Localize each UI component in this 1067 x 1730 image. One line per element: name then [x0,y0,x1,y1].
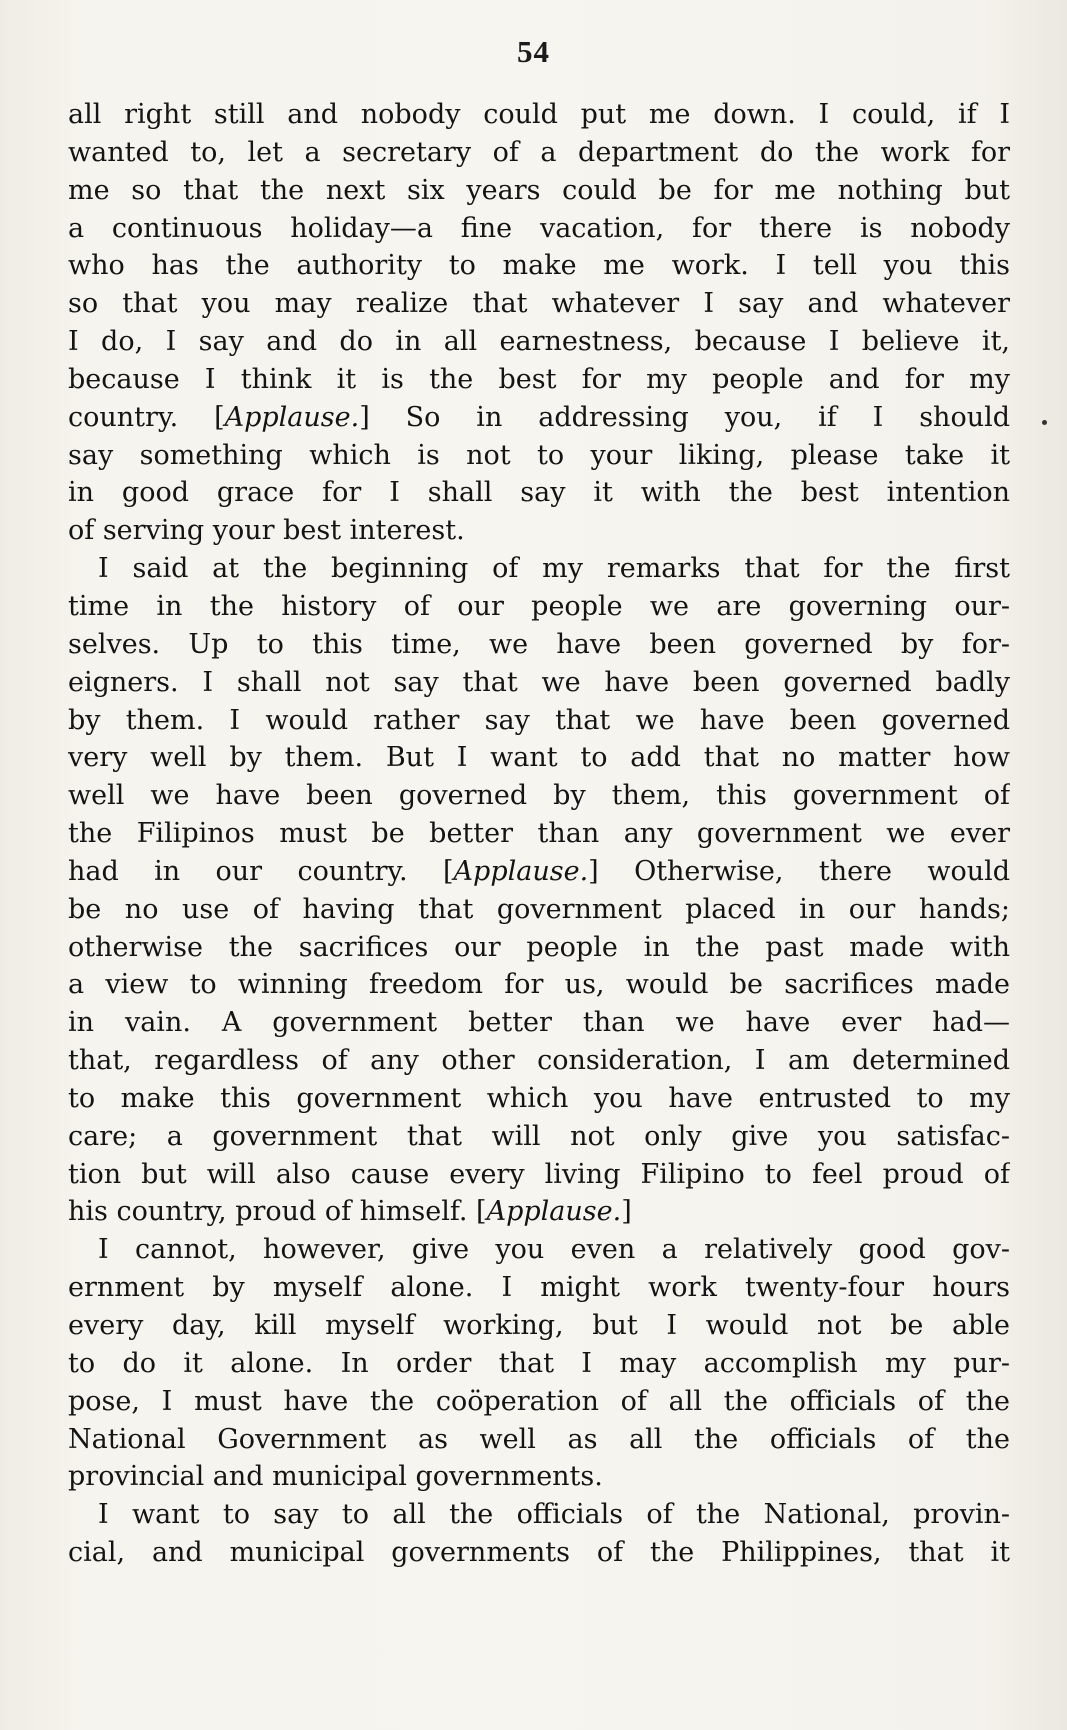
page-number: 54 [517,34,550,69]
text-line: I cannot, however, give you even a relatively good gov- [98,1234,1010,1266]
text-line: wanted to, let a secretary of a department do the work for [68,136,1010,168]
print-speck [1042,420,1047,425]
text-line: in good grace for I shall say it with the best intention [68,477,1010,509]
text-line: so that you may realize that whatever I say and whatever [68,288,1010,320]
text-line: eigners. I shall not say that we have been governed badly [68,666,1010,698]
text-line: that, regardless of any other consideration, I am determined [68,1045,1010,1077]
text-line: the Filipinos must be better than any government we ever [68,818,1010,850]
text-line: every day, kill myself working, but I would not be able [68,1310,1010,1341]
text-line: provincial and municipal governments. [68,1461,603,1493]
text-line: a continuous holiday—a fine vacation, for there is nobody [68,212,1010,244]
text-line: care; a government that will not only give you satisfac- [68,1120,1010,1152]
text-line: because I think it is the best for my people and for my [68,363,1010,395]
text-line: ernment by myself alone. I might work twenty-four hours [68,1272,1010,1304]
text-line: by them. I would rather say that we have been governed [68,704,1010,736]
text-line: tion but will also cause every living Filipino to feel proud of [68,1158,1010,1190]
applause-note: Applause. [486,1196,622,1228]
text-line: to do it alone. In order that I may accomplish my pur- [68,1347,1010,1379]
text-line: very well by them. But I want to add that no matter how [68,742,1010,774]
text-line: of serving your best interest. [68,515,465,547]
text-line: I said at the beginning of my remarks that for the first [98,553,1010,585]
text-line: who has the authority to make me work. I tell you this [68,250,1010,282]
body-text [68,96,1010,1572]
text-line: in vain. A government better than we have ever had— [68,1007,1010,1039]
text-line: otherwise the sacrifices our people in the past made with [68,931,1010,963]
text-line: all right still and nobody could put me down. I could, if I [68,99,1010,130]
text-line: a view to winning freedom for us, would be sacrifices made [68,969,1010,1001]
text-line: be no use of having that government placed in our hands; [68,893,1010,925]
text-line: National Government as well as all the officials of the [68,1423,1010,1455]
text-line: selves. Up to this time, we have been governed by for- [68,628,1010,660]
text-line: his country, proud of himself. [Applause.] [68,1196,632,1228]
text-line: cial, and municipal governments of the Philippines, that it [68,1537,1010,1569]
text-line: I want to say to all the officials of the National, provin- [98,1499,1010,1531]
applause-note: Applause. [453,855,589,887]
applause-note: Applause. [224,401,360,433]
text-line: time in the history of our people we are governing our- [68,590,1010,622]
text-line: to make this government which you have entrusted to my [68,1082,1010,1114]
text-line: country. [Applause.] So in addressing you, if I should [68,401,1010,433]
text-line: me so that the next six years could be for me nothing but [68,174,1010,206]
text-line: I do, I say and do in all earnestness, because I believe it, [68,326,1010,358]
text-line: had in our country. [Applause.] Otherwise, there would [68,855,1010,887]
text-line: say something which is not to your liking, please take it [68,439,1010,471]
text-line: pose, I must have the coöperation of all the officials of the [68,1385,1010,1417]
text-line: well we have been governed by them, this government of [68,780,1010,812]
